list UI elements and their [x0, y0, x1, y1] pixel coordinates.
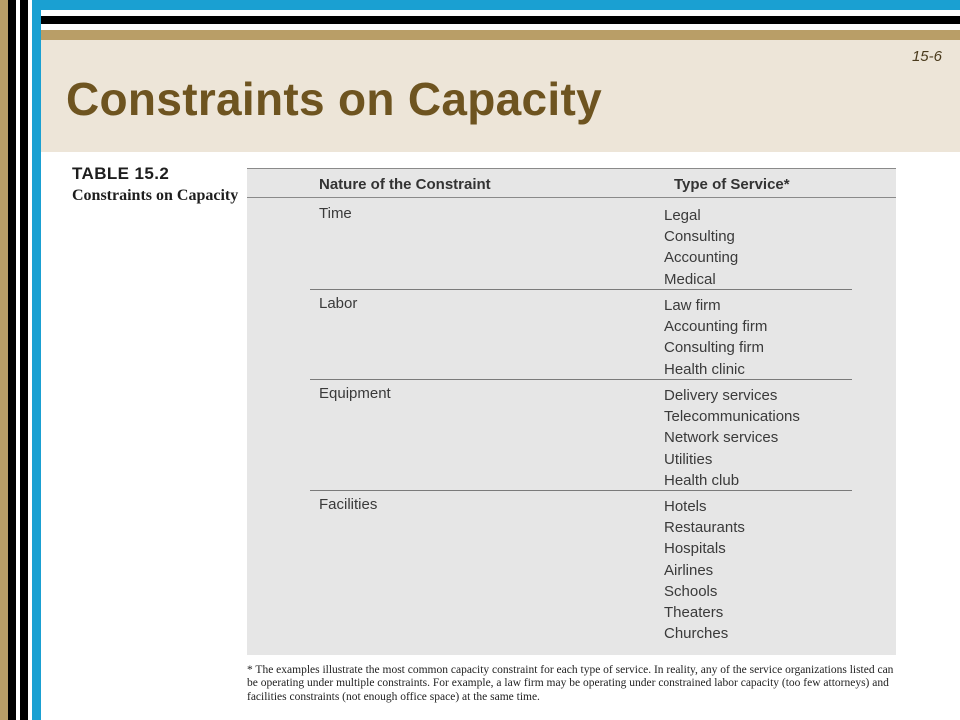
service-list — [664, 496, 745, 644]
constraint-label: Labor — [319, 295, 358, 312]
constraint-label: Equipment — [319, 385, 391, 402]
column-header-constraint: Nature of the Constraint — [319, 176, 491, 193]
service-item: Theaters — [664, 603, 724, 621]
table-number: TABLE 15.2 — [72, 164, 170, 183]
table-name: Constraints on Capacity — [72, 187, 239, 204]
service-item: Law firm — [664, 297, 721, 314]
group-divider — [310, 379, 852, 380]
service-item: Churches — [664, 625, 729, 643]
service-item: Schools — [664, 582, 718, 600]
service-item: Restaurants — [664, 519, 745, 537]
service-item: Hospitals — [664, 540, 726, 558]
group-divider — [310, 490, 852, 491]
constraints-table — [247, 168, 896, 655]
constraint-label: Time — [319, 205, 352, 222]
service-item: Consulting firm — [664, 339, 765, 357]
slide-title: Constraints on Capacity — [66, 73, 602, 125]
service-list — [664, 385, 800, 491]
column-header-service: Type of Service* — [674, 176, 790, 193]
slide-number: 15-6 — [911, 48, 942, 65]
service-item: Legal — [664, 207, 701, 224]
service-item: Accounting firm — [664, 318, 768, 336]
table-footnote: * The examples illustrate the most common capacity constraint for each type of service. In reality, any of the service organizations listed can be operating under multiple constraints. For example, a law firm may be operating under constrained labor capacity (too few attorneys) and facilities constraints (not enough office space) at the same time. — [247, 664, 894, 703]
service-item: Health club — [664, 471, 740, 489]
table-header-rule — [247, 197, 896, 198]
service-item: Health clinic — [664, 360, 745, 378]
service-list — [664, 205, 738, 290]
service-item: Airlines — [664, 561, 714, 579]
constraint-label: Facilities — [319, 496, 378, 513]
table-caption — [72, 164, 242, 206]
service-item: Accounting — [664, 249, 739, 267]
left-stripe-black — [8, 0, 16, 720]
top-bar-tan — [0, 30, 960, 40]
top-bar-blue — [0, 0, 960, 10]
service-item: Telecommunications — [664, 408, 800, 426]
service-item: Utilities — [664, 450, 713, 468]
top-bar-black — [0, 16, 960, 24]
service-item: Hotels — [664, 498, 707, 515]
left-stripe-blue — [32, 0, 41, 720]
service-item: Consulting — [664, 228, 735, 246]
service-list — [664, 295, 767, 380]
service-item: Network services — [664, 429, 779, 447]
table-top-rule — [247, 168, 896, 169]
service-item: Delivery services — [664, 387, 778, 404]
service-item: Medical — [664, 270, 716, 288]
left-stripe-black — [20, 0, 28, 720]
group-divider — [310, 289, 852, 290]
left-stripe-tan — [0, 0, 8, 720]
